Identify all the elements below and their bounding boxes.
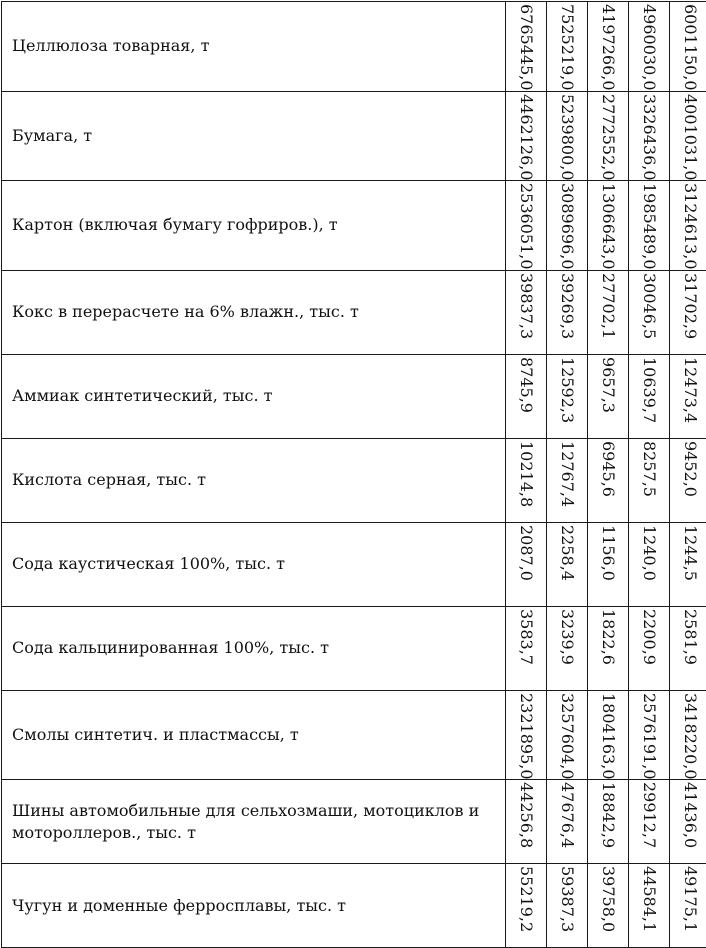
row-label: Чугун и доменные ферросплавы, тыс. т	[2, 864, 506, 948]
value-text: 1804163,0	[598, 693, 618, 780]
value-text: 44584,1	[639, 866, 659, 932]
value-cell	[506, 606, 547, 690]
value-cell	[506, 270, 547, 354]
table-row	[2, 270, 706, 354]
value-text: 2772552,0	[598, 94, 618, 181]
row-label: Аммиак синтетический, тыс. т	[2, 354, 506, 438]
value-cell	[506, 2, 547, 92]
value-text: 3124613,0	[680, 183, 700, 270]
row-label: Сода кальцинированная 100%, тыс. т	[2, 606, 506, 690]
value-cell	[588, 864, 629, 948]
value-text: 29912,7	[639, 782, 659, 848]
value-cell	[629, 354, 670, 438]
value-cell	[629, 270, 670, 354]
value-cell	[588, 354, 629, 438]
value-text: 18842,9	[598, 782, 618, 848]
value-text: 6765445,0	[516, 4, 536, 91]
value-text: 9657,3	[598, 357, 618, 413]
table-row	[2, 522, 706, 606]
value-cell	[588, 91, 629, 181]
value-text: 39837,3	[516, 273, 536, 339]
value-cell	[588, 181, 629, 271]
value-cell	[547, 354, 588, 438]
value-cell	[588, 2, 629, 92]
row-label: Целлюлоза товарная, т	[2, 2, 506, 92]
value-text: 4462126,0	[516, 94, 536, 181]
value-cell	[547, 91, 588, 181]
value-text: 2087,0	[516, 525, 536, 581]
value-cell	[629, 690, 670, 780]
value-cell	[670, 181, 706, 271]
value-cell	[588, 270, 629, 354]
value-cell	[547, 690, 588, 780]
value-text: 27702,1	[598, 273, 618, 339]
value-text: 2581,9	[680, 609, 700, 665]
value-cell	[547, 438, 588, 522]
value-text: 12473,4	[680, 357, 700, 423]
value-text: 39758,0	[598, 866, 618, 932]
value-cell	[670, 354, 706, 438]
value-cell	[588, 606, 629, 690]
value-cell	[547, 864, 588, 948]
table-row	[2, 606, 706, 690]
value-text: 59387,3	[557, 866, 577, 932]
value-text: 1244,5	[680, 525, 700, 581]
value-text: 1822,6	[598, 609, 618, 665]
value-cell	[670, 864, 706, 948]
value-cell	[547, 606, 588, 690]
value-text: 1240,0	[639, 525, 659, 581]
value-cell	[506, 522, 547, 606]
value-text: 10639,7	[639, 357, 659, 423]
value-cell	[670, 270, 706, 354]
value-cell	[506, 91, 547, 181]
value-cell	[629, 181, 670, 271]
value-cell	[506, 780, 547, 864]
value-text: 3418220,0	[680, 693, 700, 780]
value-text: 2536051,0	[516, 183, 536, 270]
value-cell	[629, 606, 670, 690]
value-text: 7525219,0	[557, 4, 577, 91]
value-cell	[629, 522, 670, 606]
value-cell	[547, 780, 588, 864]
value-cell	[670, 690, 706, 780]
value-text: 3257604,0	[557, 693, 577, 780]
value-text: 2576191,0	[639, 693, 659, 780]
table-row	[2, 354, 706, 438]
value-text: 3583,7	[516, 609, 536, 665]
table-row	[2, 864, 706, 948]
value-cell	[547, 522, 588, 606]
value-cell	[588, 690, 629, 780]
table-row	[2, 181, 706, 271]
value-text: 10214,8	[516, 441, 536, 507]
value-text: 49175,1	[680, 866, 700, 932]
value-text: 9452,0	[680, 441, 700, 497]
value-text: 6001150,0	[680, 4, 700, 91]
value-cell	[588, 438, 629, 522]
value-text: 1156,0	[598, 525, 618, 581]
value-cell	[588, 780, 629, 864]
value-cell	[506, 438, 547, 522]
value-cell	[547, 270, 588, 354]
table-row	[2, 780, 706, 864]
row-label: Кислота серная, тыс. т	[2, 438, 506, 522]
value-text: 6945,6	[598, 441, 618, 497]
row-label: Бумага, т	[2, 91, 506, 181]
value-text: 8257,5	[639, 441, 659, 497]
value-cell	[629, 91, 670, 181]
row-label: Сода каустическая 100%, тыс. т	[2, 522, 506, 606]
value-cell	[629, 438, 670, 522]
value-text: 47676,4	[557, 782, 577, 848]
table-row	[2, 690, 706, 780]
table-body	[2, 2, 706, 948]
value-cell	[670, 522, 706, 606]
value-text: 41436,0	[680, 782, 700, 848]
value-text: 30046,5	[639, 273, 659, 339]
value-text: 1306643,0	[598, 183, 618, 270]
value-text: 39269,3	[557, 273, 577, 339]
value-cell	[506, 690, 547, 780]
value-text: 4960030,0	[639, 4, 659, 91]
value-cell	[670, 91, 706, 181]
value-text: 44256,8	[516, 782, 536, 848]
value-text: 3239,9	[557, 609, 577, 665]
row-label: Смолы синтетич. и пластмассы, т	[2, 690, 506, 780]
value-text: 2200,9	[639, 609, 659, 665]
value-text: 2321895,0	[516, 693, 536, 780]
production-table	[1, 1, 706, 948]
value-text: 1985489,0	[639, 183, 659, 270]
value-cell	[670, 780, 706, 864]
table-row	[2, 2, 706, 92]
value-text: 4197266,0	[598, 4, 618, 91]
value-cell	[670, 2, 706, 92]
value-text: 3089696,0	[557, 183, 577, 270]
table-row	[2, 91, 706, 181]
value-cell	[506, 354, 547, 438]
value-text: 3326436,0	[639, 94, 659, 181]
row-label: Картон (включая бумагу гофриров.), т	[2, 181, 506, 271]
value-cell	[629, 780, 670, 864]
value-text: 2258,4	[557, 525, 577, 581]
row-label: Шины автомобильные для сельхозмаши, мотоциклов и мотороллеров., тыс. т	[2, 780, 506, 864]
value-cell	[506, 181, 547, 271]
row-label: Кокс в перерасчете на 6% влажн., тыс. т	[2, 270, 506, 354]
value-cell	[506, 864, 547, 948]
value-cell	[547, 2, 588, 92]
value-cell	[629, 2, 670, 92]
value-text: 12592,3	[557, 357, 577, 423]
value-cell	[670, 438, 706, 522]
table-row	[2, 438, 706, 522]
value-text: 4001031,0	[680, 94, 700, 181]
value-text: 5239800,0	[557, 94, 577, 181]
value-cell	[547, 181, 588, 271]
value-cell	[588, 522, 629, 606]
value-cell	[629, 864, 670, 948]
value-cell	[670, 606, 706, 690]
value-text: 55219,2	[516, 866, 536, 932]
value-text: 31702,9	[680, 273, 700, 339]
value-text: 8745,9	[516, 357, 536, 413]
value-text: 12767,4	[557, 441, 577, 507]
